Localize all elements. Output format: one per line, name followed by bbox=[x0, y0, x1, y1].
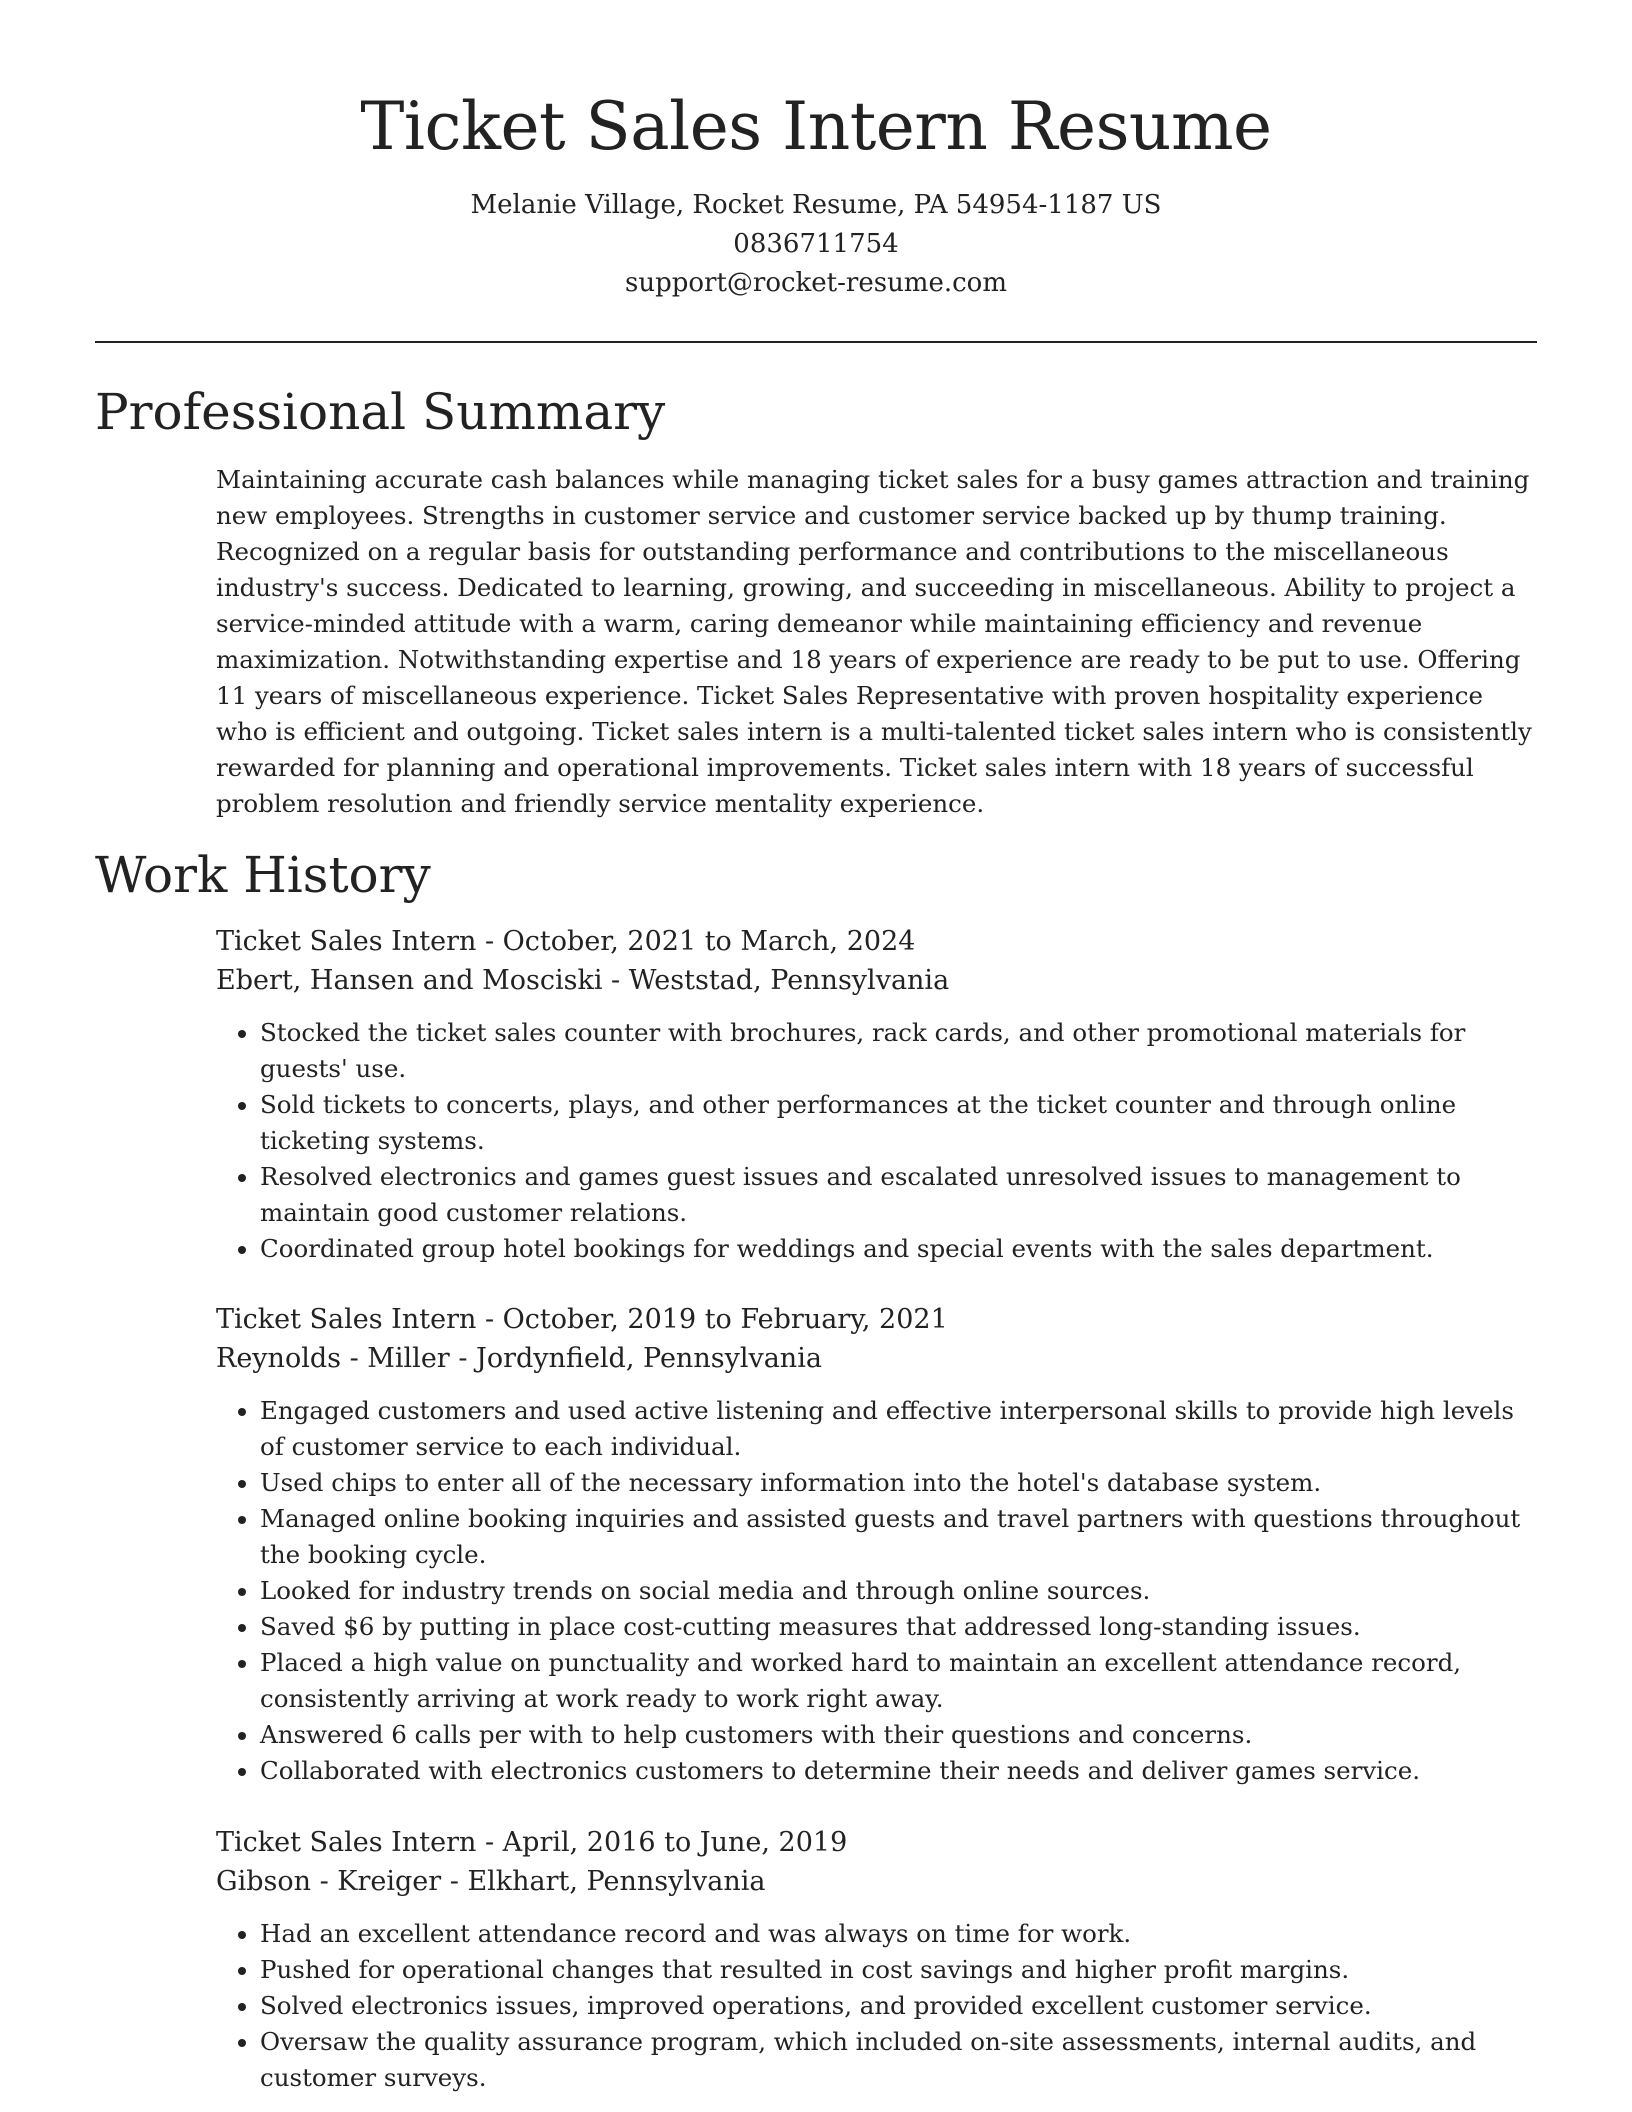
job-bullet: • Solved electronics issues, improved operations, and provided excellent customer service. bbox=[260, 1988, 1536, 2024]
resume-header bbox=[0, 82, 1632, 303]
job-bullet: • Managed online booking inquiries and assisted guests and travel partners with questions throughout the booking cycle. bbox=[260, 1501, 1536, 1573]
job-bullet: • Answered 6 calls per with to help customers with their questions and concerns. bbox=[260, 1717, 1536, 1753]
job-bullet: • Coordinated group hotel bookings for weddings and special events with the sales department. bbox=[260, 1231, 1536, 1267]
contact-address: Melanie Village, Rocket Resume, PA 54954-1187 US bbox=[470, 190, 1162, 220]
job-bullet-list bbox=[216, 1916, 1536, 2096]
job-title-line bbox=[216, 1300, 1536, 1339]
job-bullet: • Used chips to enter all of the necessary information into the hotel's database system. bbox=[260, 1465, 1536, 1501]
job-bullet: • Had an excellent attendance record and was always on time for work. bbox=[260, 1916, 1536, 1952]
job-dates: - October, 2019 to February, 2021 bbox=[484, 1304, 948, 1335]
job-company: Reynolds - Miller bbox=[216, 1343, 450, 1374]
job-title: Ticket Sales Intern bbox=[216, 1827, 477, 1858]
summary-text: Maintaining accurate cash balances while managing ticket sales for a busy games attraction and training new employees. Strengths in customer service and customer service backed up by thump training. Recognized on a regular basis for outstanding performance and contributions to the miscellaneous industry's success. Dedicated to learning, growing, and succeeding in miscellaneous. Ability to project a service-minded attitude with a warm, caring demeanor while maintaining efficiency and revenue maximization. Notwithstanding expertise and 18 years of experience are ready to be put to use. Offering 11 years of miscellaneous experience. Ticket Sales Representative with proven hospitality experience who is efficient and outgoing. Ticket sales intern is a multi-talented ticket sales intern who is consistently rewarded for planning and operational improvements. Ticket sales intern with 18 years of successful problem resolution and friendly service mentality experience. bbox=[216, 465, 1532, 818]
job-bullet: • Oversaw the quality assurance program, which included on-site assessments, internal audits, and customer surveys. bbox=[260, 2024, 1536, 2096]
job-bullet: • Saved $6 by putting in place cost-cutting measures that addressed long-standing issues. bbox=[260, 1609, 1536, 1645]
job-bullet: • Placed a high value on punctuality and worked hard to maintain an excellent attendance record, consistently arriving at work ready to work right away. bbox=[260, 1645, 1536, 1717]
job-bullet: • Sold tickets to concerts, plays, and other performances at the ticket counter and through online ticketing systems. bbox=[260, 1087, 1536, 1159]
job-bullet: • Stocked the ticket sales counter with brochures, rack cards, and other promotional materials for guests' use. bbox=[260, 1015, 1536, 1087]
resume-title: Ticket Sales Intern Resume bbox=[360, 88, 1272, 165]
job-company-line bbox=[216, 961, 1536, 1000]
job-bullet: • Collaborated with electronics customers to determine their needs and deliver games service. bbox=[260, 1753, 1536, 1789]
job-company-line bbox=[216, 1339, 1536, 1378]
job-bullet-list bbox=[216, 1015, 1536, 1267]
job-title-line bbox=[216, 922, 1536, 961]
job-title: Ticket Sales Intern bbox=[216, 926, 477, 957]
contact-email: support@rocket-resume.com bbox=[624, 268, 1007, 298]
contact-phone: 0836711754 bbox=[733, 229, 899, 259]
job-location: - Elkhart, Pennsylvania bbox=[449, 1866, 766, 1897]
summary-heading: Professional Summary bbox=[95, 383, 666, 441]
job-location: - Jordynfield, Pennsylvania bbox=[458, 1343, 822, 1374]
job-entry bbox=[216, 1823, 1536, 2096]
job-dates: - October, 2021 to March, 2024 bbox=[484, 926, 916, 957]
job-bullet: • Engaged customers and used active listening and effective interpersonal skills to provide high levels of customer service to each individual. bbox=[260, 1393, 1536, 1465]
job-dates: - April, 2016 to June, 2019 bbox=[484, 1827, 848, 1858]
job-location: - Weststad, Pennsylvania bbox=[611, 965, 950, 996]
job-company: Ebert, Hansen and Mosciski bbox=[216, 965, 603, 996]
job-bullet: • Pushed for operational changes that resulted in cost savings and higher profit margins. bbox=[260, 1952, 1536, 1988]
job-company-line bbox=[216, 1862, 1536, 1901]
job-company: Gibson - Kreiger bbox=[216, 1866, 442, 1897]
job-entry bbox=[216, 922, 1536, 1267]
job-bullet: • Resolved electronics and games guest issues and escalated unresolved issues to management to maintain good customer relations. bbox=[260, 1159, 1536, 1231]
work-history-heading: Work History bbox=[95, 846, 431, 904]
header-divider bbox=[95, 341, 1537, 343]
job-bullet: • Looked for industry trends on social media and through online sources. bbox=[260, 1573, 1536, 1609]
job-title-line bbox=[216, 1823, 1536, 1862]
job-bullet-list bbox=[216, 1393, 1536, 1789]
job-title: Ticket Sales Intern bbox=[216, 1304, 477, 1335]
job-entry bbox=[216, 1300, 1536, 1789]
